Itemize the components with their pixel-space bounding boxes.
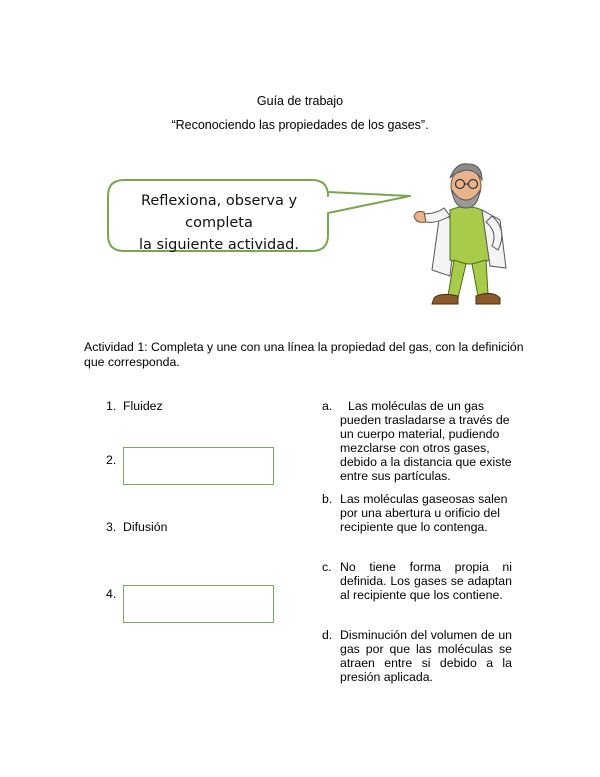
- scientist-icon: [410, 150, 520, 315]
- answer-box-4[interactable]: [123, 585, 274, 623]
- activity-instruction: Actividad 1: Completa y une con una línea la propiedad del gas, con la definición que corresponda.: [84, 340, 524, 369]
- page-title: Guía de trabajo: [256, 94, 344, 108]
- definition-letter: a.: [322, 399, 333, 413]
- property-label: Difusión: [123, 520, 168, 534]
- property-item-4: [106, 587, 123, 602]
- bubble-line-2: la siguiente actividad.: [139, 237, 299, 253]
- answer-box-2[interactable]: [123, 447, 274, 485]
- bubble-line-1: Reflexiona, observa y completa: [140, 193, 298, 231]
- property-number: 4.: [106, 587, 117, 601]
- definition-b: [322, 492, 512, 537]
- definition-text: Las moléculas de un gas pueden trasladarse a través de un cuerpo material, pudiendo mezclarse con otros gases, debido a la distancia que existe entre sus partículas.: [340, 399, 512, 483]
- definition-text: Disminución del volumen de un gas por que las moléculas se atraen entre si debido a la presión aplicada.: [340, 628, 512, 684]
- definition-a: [322, 399, 512, 483]
- property-number: 2.: [106, 453, 117, 467]
- property-label: Fluidez: [123, 399, 163, 413]
- property-item-1: [106, 399, 163, 414]
- definition-letter: c.: [322, 560, 332, 574]
- definition-letter: b.: [322, 492, 333, 506]
- bubble-text: [112, 190, 326, 256]
- property-number: 3.: [106, 520, 117, 534]
- definition-c: [322, 560, 512, 605]
- definition-text: Las moléculas gaseosas salen por una abertura u orificio del recipiente que lo contenga.: [340, 492, 508, 534]
- property-item-3: [106, 520, 167, 535]
- page-subtitle: “Reconociendo las propiedades de los gases”.: [171, 118, 429, 132]
- property-number: 1.: [106, 399, 117, 413]
- property-item-2: [106, 453, 123, 468]
- definition-letter: d.: [322, 628, 333, 642]
- definition-text: No tiene forma propia ni definida. Los gases se adaptan al recipiente que los contiene.: [340, 560, 512, 602]
- definition-d: [322, 628, 512, 688]
